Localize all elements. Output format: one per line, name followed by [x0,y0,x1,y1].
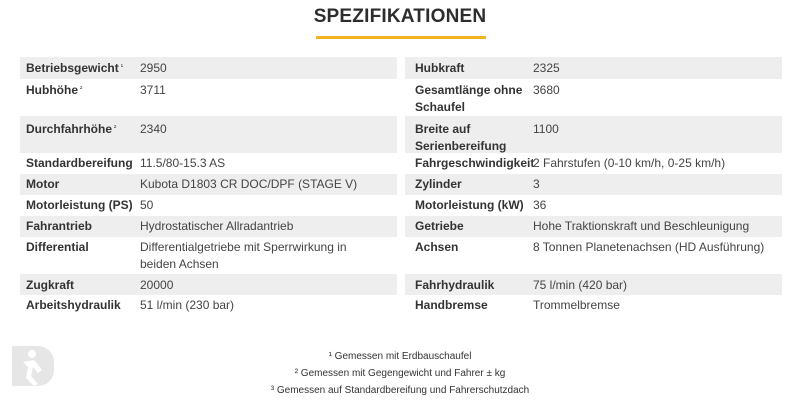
spec-value: Hohe Traktionskraft und Beschleunigung [533,219,750,233]
spec-label: Getriebe [415,219,464,233]
spec-row-standardbereifung [20,153,397,174]
spec-row-achsen [405,237,782,274]
spec-label: Zylinder [415,177,462,191]
spec-label: Fahrantrieb [26,219,93,233]
spec-label: Breite auf Serienbereifung [415,122,507,153]
spec-label: Fahrgeschwindigkeit [415,156,535,170]
spec-row-differential [20,237,397,274]
spec-row-zylinder [405,174,782,195]
spec-value: 36 [533,198,547,212]
spec-row-fahrgeschwindigkeit [405,153,782,174]
spec-label: Achsen [415,240,459,254]
spec-value: Differentialgetriebe mit Sperrwirkung in beiden Achsen [140,240,347,271]
spec-value: 2950 [140,61,167,75]
spec-label: Betriebsgewicht $^{^1}$ [26,61,124,75]
spec-row-hubkraft [405,57,782,79]
spec-value: 3 [533,177,540,191]
spec-row-breite [405,116,782,153]
page-title: SPEZIFIKATIONEN [313,6,487,27]
spec-row-motorleistung-kw [405,195,782,216]
spec-label: Standardbereifung [26,156,133,170]
spec-row-arbeitshydraulik [20,295,397,316]
spec-label: Motor [26,177,60,191]
spec-label: Arbeitshydraulik [26,298,121,312]
spec-value: 1100 [533,122,559,136]
title-underline [316,36,486,39]
spec-row-fahrantrieb [20,216,397,237]
spec-row-zugkraft [20,274,397,295]
spec-label: Hubkraft [415,61,465,75]
spec-value: 51 l/min (230 bar) [140,298,235,312]
spec-row-handbremse [405,295,782,316]
spec-row-getriebe [405,216,782,237]
right-spec-table [405,57,782,316]
spec-value: 11.5/80-15.3 AS [140,156,226,170]
spec-row-motorleistung-ps [20,195,397,216]
spec-row-durchfahrhoehe [20,116,397,153]
spec-row-hubhoehe [20,79,397,116]
footnotes [0,350,800,401]
footnote-3: ³ Gemessen auf Standardbereifung und Fahrerschutzdach [270,385,530,396]
spec-label: Fahrhydraulik [415,278,495,292]
spec-label: Hubhöhe $^{^2}$ [26,83,83,97]
spec-value: 2 Fahrstufen (0-10 km/h, 0-25 km/h) [533,156,726,170]
spec-value: 75 l/min (420 bar) [533,278,628,292]
spec-row-betriebsgewicht [20,57,397,79]
spec-value: 3680 [533,83,560,97]
spec-label: Gesamtlänge ohne Schaufel [415,83,523,114]
spec-row-motor [20,174,397,195]
spec-value: Trommelbremse [533,298,620,312]
footnote-2: ² Gemessen mit Gegengewicht und Fahrer ± kg [294,368,506,379]
page-header [0,6,800,32]
spec-value: Hydrostatischer Allradantrieb [140,219,294,233]
spec-row-gesamtlaenge [405,79,782,116]
spec-label: Handbremse [415,298,488,312]
spec-value: 50 [140,198,154,212]
left-spec-table [20,57,397,316]
spec-value: 2340 [140,122,167,136]
spec-value: 8 Tonnen Planetenachsen (HD Ausführung) [533,240,765,254]
spec-label: Motorleistung (kW) [415,198,524,212]
spec-value: 3711 [140,83,166,97]
spec-value: 20000 [140,278,174,292]
spec-label: Differential [26,240,89,254]
spec-label: Durchfahrhöhe $^{^2}$ [26,122,117,136]
spec-row-fahrhydraulik [405,274,782,295]
spec-value: Kubota D1803 CR DOC/DPF (STAGE V) [140,177,358,191]
spec-label: Motorleistung (PS) [26,198,133,212]
spec-value: 2325 [533,61,560,75]
footnote-1: ¹ Gemessen mit Erdbauschaufel [328,351,472,362]
spec-label: Zugkraft [26,278,74,292]
